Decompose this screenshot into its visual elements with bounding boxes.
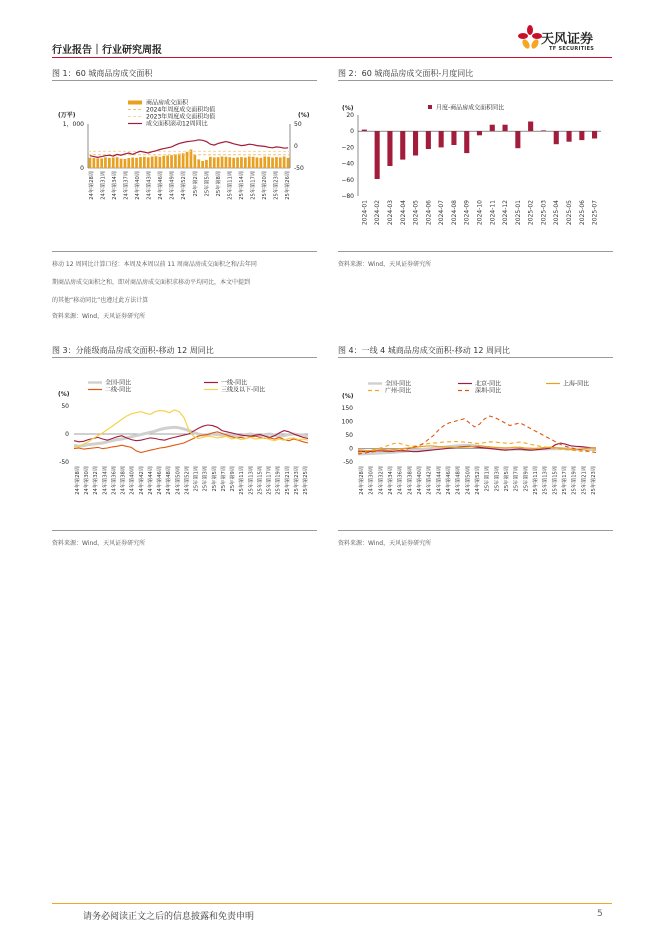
fig1-note-line2: 期商品房成交面积之和，即对商品房成交面积求移动平均同比，本文中提到	[52, 279, 251, 286]
fig2-xtick-label: 2024-03	[387, 200, 394, 226]
fig4-xtick-label: 24年第28周	[359, 466, 365, 495]
fig2-xtick-label: 2025-05	[566, 200, 573, 226]
fig1-bar	[131, 158, 134, 169]
fig4-xtick-label: 25年第7周	[513, 466, 520, 492]
fig4-xtick-label: 24年第50周	[465, 466, 472, 495]
fig3-xtick-label: 24年第36周	[111, 466, 118, 495]
fig1-bar	[240, 157, 243, 168]
fig4-ytick: 150	[341, 405, 353, 412]
fig2-bar	[477, 131, 482, 135]
fig2-bar	[362, 130, 367, 132]
fig2-xtick-label: 2024-11	[489, 200, 497, 226]
fig4-ylabel: (%)	[342, 393, 354, 400]
fig2-chart	[338, 100, 613, 250]
fig4-xtick-label: 24年第34周	[388, 466, 394, 495]
flower-icon	[518, 25, 542, 50]
fig4-xtick-label: 24年第44周	[436, 466, 443, 495]
fig1-ytick-right: -50	[294, 165, 304, 172]
fig3-xtick-label: 24年第40周	[129, 466, 136, 495]
fig2-ytick: 20	[346, 112, 354, 119]
fig1-bar	[287, 158, 290, 168]
fig3-xtick-label: 25年第15周	[257, 466, 264, 495]
fig1-ytick-left: 0	[80, 165, 84, 172]
fig3-xtick-label: 24年第52周	[184, 466, 191, 495]
logo-text-en: TF SECURITIES	[549, 46, 595, 52]
fig1-bar	[263, 157, 266, 169]
fig4-xtick-label: 25年第5周	[504, 466, 510, 492]
fig4-xtick-label: 24年第40周	[417, 466, 423, 495]
fig3-xtick-label: 25年第17周	[266, 466, 273, 495]
fig1-bar	[248, 157, 251, 169]
fig1-bar	[178, 154, 181, 168]
fig2-bar	[541, 130, 546, 131]
fig2-bar	[439, 131, 444, 147]
fig3-xtick-label: 24年第46周	[157, 466, 164, 495]
fig1-xtick-label: 24年第37周	[123, 171, 130, 200]
fig1-bar	[252, 157, 255, 168]
fig2-bar	[375, 131, 380, 179]
fig4-xtick-label: 25年第3周	[494, 466, 501, 492]
fig3-xtick-label: 25年第19周	[275, 466, 282, 495]
fig1-legend-label: 2023年周度成交面积均值	[146, 113, 216, 121]
fig2-xtick-label: 2024-12	[502, 200, 510, 226]
fig2-xtick-label: 2024-07	[438, 200, 446, 226]
fig1-chart	[52, 96, 318, 246]
fig4-legend-label: 深圳-同比	[475, 387, 502, 395]
fig1-note-line1: 移动 12 周同比计算口径：本周及本周以前 11 周商品房成交面积之和/去年同	[52, 261, 257, 268]
fig2-bar	[451, 131, 456, 145]
fig1-bar	[232, 158, 235, 168]
fig4-xtick-label: 24年第30周	[368, 466, 375, 495]
fig4-xtick-label: 25年第1周	[484, 466, 491, 492]
fig1-legend-label: 2024年周度成交面积均值	[146, 106, 216, 114]
fig2-bar	[413, 131, 418, 155]
fig3-ytick: 50	[61, 403, 69, 410]
fig4-xtick-label: 24年第52周	[475, 466, 481, 495]
fig1-bar	[170, 155, 173, 168]
fig4-xtick-label: 25年第11周	[533, 466, 539, 495]
fig1-bar	[275, 157, 278, 168]
fig1-bar	[89, 158, 92, 168]
fig4-xtick-label: 25年第15周	[552, 466, 559, 495]
fig2-xtick-label: 2025-01	[514, 200, 522, 226]
fig4-legend-label: 上海-同比	[563, 380, 590, 388]
fig2-xtick-label: 2024-09	[463, 200, 471, 226]
fig1-ytick-right: 0	[294, 143, 298, 150]
fig2-xtick-label: 2024-05	[412, 200, 420, 226]
fig2-bar	[400, 131, 405, 159]
fig3-legend-label: 全国-同比	[105, 379, 132, 387]
fig2-xtick-label: 2024-10	[476, 200, 484, 226]
fig1-bar	[260, 158, 263, 168]
fig1-xtick-label: 25年第23周	[273, 171, 280, 200]
fig1-ytick-left: 1，000	[62, 121, 84, 128]
fig3-ylabel: (%)	[58, 391, 70, 398]
fig3-xtick-label: 24年第34周	[102, 466, 109, 495]
fig2-xtick-label: 2024-01	[361, 200, 369, 226]
fig3-title: 图 3：分能级商品房成交面积-移动 12 周同比	[52, 346, 214, 355]
footer-divider	[52, 903, 612, 904]
fig1-bar	[225, 157, 228, 168]
fig2-ytick: −40	[341, 160, 354, 168]
fig1-bar	[151, 157, 154, 169]
fig2-ytick: −80	[341, 193, 354, 200]
fig1-xtick-label: 25年第2周	[192, 171, 199, 197]
fig4-title: 图 4：一线 4 城商品房成交面积-移动 12 周同比	[338, 346, 510, 355]
fig2-bar	[579, 131, 584, 140]
fig1-title-rule	[52, 80, 317, 81]
fig1-bar	[186, 152, 189, 168]
fig3-bottom-rule	[52, 530, 317, 531]
fig2-xtick-label: 2025-06	[578, 200, 586, 226]
fig2-xtick-label: 2024-04	[399, 200, 407, 226]
fig1-legend-label: 成交面积滚动12周同比	[146, 120, 208, 128]
fig3-xtick-label: 24年第50周	[175, 466, 182, 495]
fig2-ylabel: (%)	[342, 105, 354, 112]
fig1-xtick-label: 25年第14周	[238, 171, 245, 200]
fig1-title: 图 1：60 城商品房成交面积	[52, 69, 153, 78]
fig2-bar	[554, 131, 559, 144]
fig1-bar	[174, 154, 177, 168]
fig4-xtick-label: 24年第48周	[455, 466, 462, 495]
fig4-xtick-label: 24年第38周	[407, 466, 414, 495]
fig1-bar	[271, 158, 274, 169]
fig1-bar	[127, 158, 130, 168]
fig2-xtick-label: 2024-08	[450, 200, 458, 226]
fig1-xtick-label: 25年第20周	[261, 171, 268, 200]
fig1-bar	[283, 157, 286, 169]
fig1-note-line3: 的其他“移动同比”也遵过此方法计算	[52, 297, 149, 304]
fig1-bar	[96, 158, 99, 168]
fig3-ytick: 0	[65, 431, 69, 438]
fig4-xtick-label: 25年第17周	[562, 466, 568, 495]
fig3-xtick-label: 25年第5周	[211, 466, 218, 492]
fig1-ylabel-right: (%)	[298, 112, 310, 119]
fig4-xtick-label: 24年第42周	[426, 466, 433, 495]
fig1-bar	[279, 157, 282, 168]
fig1-ylabel-left: (万平)	[58, 112, 76, 119]
fig1-xtick-label: 25年第5周	[204, 171, 211, 197]
fig1-bar	[108, 158, 111, 168]
fig3-xtick-label: 24年第38周	[120, 466, 127, 495]
fig1-bar	[112, 158, 115, 169]
fig3-xtick-label: 25年第21周	[284, 466, 291, 495]
page-number: 5	[597, 909, 603, 919]
fig1-bar	[104, 157, 107, 168]
fig1-xtick-label: 24年第49周	[169, 171, 176, 200]
fig2-source: 资料来源：Wind，天风证券研究所	[338, 261, 432, 268]
fig1-bar	[228, 157, 231, 168]
fig2-bar	[464, 131, 469, 153]
fig1-bar	[190, 150, 193, 169]
fig3-ytick: -50	[59, 459, 69, 466]
fig3-source: 资料来源：Wind，天风证券研究所	[52, 540, 146, 547]
fig1-xtick-label: 25年第17周	[250, 171, 257, 200]
fig1-xtick-label: 24年第31周	[100, 171, 107, 200]
fig2-ytick: 0	[350, 128, 354, 136]
fig1-bar	[182, 153, 185, 168]
header-divider	[52, 57, 612, 58]
fig1-bar	[267, 157, 270, 168]
fig3-xtick-label: 25年第3周	[202, 466, 209, 492]
fig2-legend-swatch	[428, 105, 432, 109]
fig1-bar	[205, 160, 208, 168]
fig4-legend-label: 全国-同比	[385, 380, 412, 388]
fig3-xtick-label: 25年第7周	[220, 466, 227, 492]
fig1-bar	[162, 156, 165, 168]
fig3-chart	[52, 376, 318, 526]
footer-disclaimer: 请务必阅读正文之后的信息披露和免责申明	[83, 912, 255, 922]
fig1-bar	[147, 157, 150, 168]
fig1-legend-label: 商品房成交面积	[146, 99, 189, 107]
fig1-xtick-label: 24年第46周	[158, 171, 165, 200]
fig2-legend-label: 月度-商品房成交面积同比	[436, 104, 505, 112]
fig3-xtick-label: 24年第32周	[93, 466, 100, 495]
fig4-chart	[338, 376, 613, 526]
fig2-bar	[515, 131, 520, 148]
fig3-xtick-label: 25年第1周	[193, 466, 200, 492]
fig1-bar	[197, 159, 200, 168]
fig4-xtick-label: 24年第32周	[378, 466, 385, 495]
fig1-bar	[116, 157, 119, 168]
fig2-bar	[503, 125, 508, 132]
fig1-xtick-label: 25年第26周	[285, 171, 291, 200]
fig4-ytick: 0	[349, 445, 353, 453]
report-header-title: 行业报告｜行业研究周报	[52, 45, 162, 56]
fig4-source: 资料来源：Wind，天风证券研究所	[338, 540, 432, 547]
fig1-bar	[194, 155, 197, 168]
fig1-bar	[201, 161, 204, 168]
fig1-ytick-right: 50	[294, 121, 302, 128]
fig1-bar	[93, 158, 96, 168]
fig2-bar	[387, 131, 392, 166]
fig3-xtick-label: 25年第23周	[293, 466, 300, 495]
fig4-xtick-label: 25年第19周	[571, 466, 578, 495]
fig1-xtick-label: 25年第11周	[227, 171, 234, 200]
fig3-title-rule	[52, 357, 317, 358]
fig1-legend-swatch	[128, 101, 142, 105]
logo-text-cn: 天风证券	[541, 32, 594, 47]
fig2-bottom-rule	[338, 251, 613, 252]
fig3-legend-label: 三线及以下-同比	[221, 386, 266, 394]
fig2-xtick-label: 2025-03	[540, 200, 548, 226]
fig2-bar	[490, 125, 495, 132]
fig2-bar	[528, 122, 533, 132]
fig2-xtick-label: 2025-04	[553, 200, 561, 226]
fig2-xtick-label: 2025-07	[591, 200, 599, 226]
fig4-xtick-label: 24年第46周	[446, 466, 452, 495]
fig3-legend-label: 一线-同比	[221, 379, 248, 387]
fig1-source: 资料来源：Wind，天风证券研究所	[52, 313, 146, 320]
fig1-xtick-label: 24年第28周	[89, 171, 95, 200]
fig4-xtick-label: 25年第9周	[523, 466, 530, 492]
fig3-xtick-label: 25年第25周	[303, 466, 309, 495]
fig4-ytick: 100	[341, 418, 353, 426]
fig4-xtick-label: 25年第23周	[591, 466, 597, 495]
fig2-ytick: −20	[341, 144, 354, 152]
fig1-xtick-label: 24年第40周	[135, 171, 142, 200]
fig1-bar	[143, 157, 146, 168]
fig2-bar	[426, 131, 431, 149]
fig1-bar	[236, 157, 239, 168]
fig3-xtick-label: 25年第13周	[248, 466, 255, 495]
fig2-bar	[567, 131, 572, 142]
fig4-legend-label: 北京-同比	[475, 380, 502, 388]
fig3-xtick-label: 24年第28周	[75, 466, 81, 495]
fig2-title: 图 2：60 城商品房成交面积-月度同比	[338, 69, 474, 78]
fig1-xtick-label: 24年第34周	[112, 171, 119, 200]
fig1-bar	[159, 157, 162, 168]
fig2-xtick-label: 2024-06	[425, 200, 433, 226]
fig1-bar	[120, 159, 123, 168]
fig2-bar	[592, 131, 597, 138]
fig4-bottom-rule	[338, 530, 613, 531]
fig3-xtick-label: 25年第9周	[230, 466, 236, 492]
fig1-bar	[213, 157, 216, 168]
fig1-bar	[209, 157, 212, 168]
fig4-ytick: 50	[345, 432, 353, 439]
fig1-xtick-label: 25年第8周	[215, 171, 222, 197]
fig1-bar	[100, 159, 103, 169]
fig1-xtick-label: 24年第43周	[146, 171, 153, 200]
fig1-bar	[256, 157, 259, 168]
fig3-xtick-label: 24年第30周	[84, 466, 91, 495]
fig1-bar	[135, 158, 138, 168]
fig4-ytick: -50	[343, 459, 353, 466]
fig3-legend-label: 二线-同比	[105, 386, 132, 394]
fig3-xtick-label: 24年第44周	[148, 466, 154, 495]
fig3-xtick-label: 25年第11周	[239, 466, 246, 495]
fig3-xtick-label: 24年第48周	[166, 466, 173, 495]
fig1-bottom-rule	[52, 251, 317, 252]
fig4-xtick-label: 24年第36周	[397, 466, 404, 495]
fig2-xtick-label: 2025-02	[527, 200, 535, 226]
fig4-xtick-label: 25年第21周	[581, 466, 588, 495]
fig2-title-rule	[338, 80, 613, 81]
fig1-bar	[244, 158, 247, 169]
fig2-xtick-label: 2024-02	[374, 200, 382, 226]
fig1-bar	[124, 159, 127, 168]
fig1-bar	[139, 157, 142, 168]
fig1-bar	[217, 157, 220, 168]
fig4-xtick-label: 25年第13周	[542, 466, 549, 495]
fig3-xtick-label: 24年第42周	[138, 466, 145, 495]
fig1-bar	[155, 156, 158, 168]
fig4-title-rule	[338, 357, 613, 358]
fig4-legend-label: 广州-同比	[385, 387, 412, 395]
fig1-bar	[221, 157, 224, 169]
fig2-ytick: −60	[341, 176, 354, 184]
fig1-bar	[166, 156, 169, 169]
fig1-xtick-label: 24年第52周	[181, 171, 188, 200]
